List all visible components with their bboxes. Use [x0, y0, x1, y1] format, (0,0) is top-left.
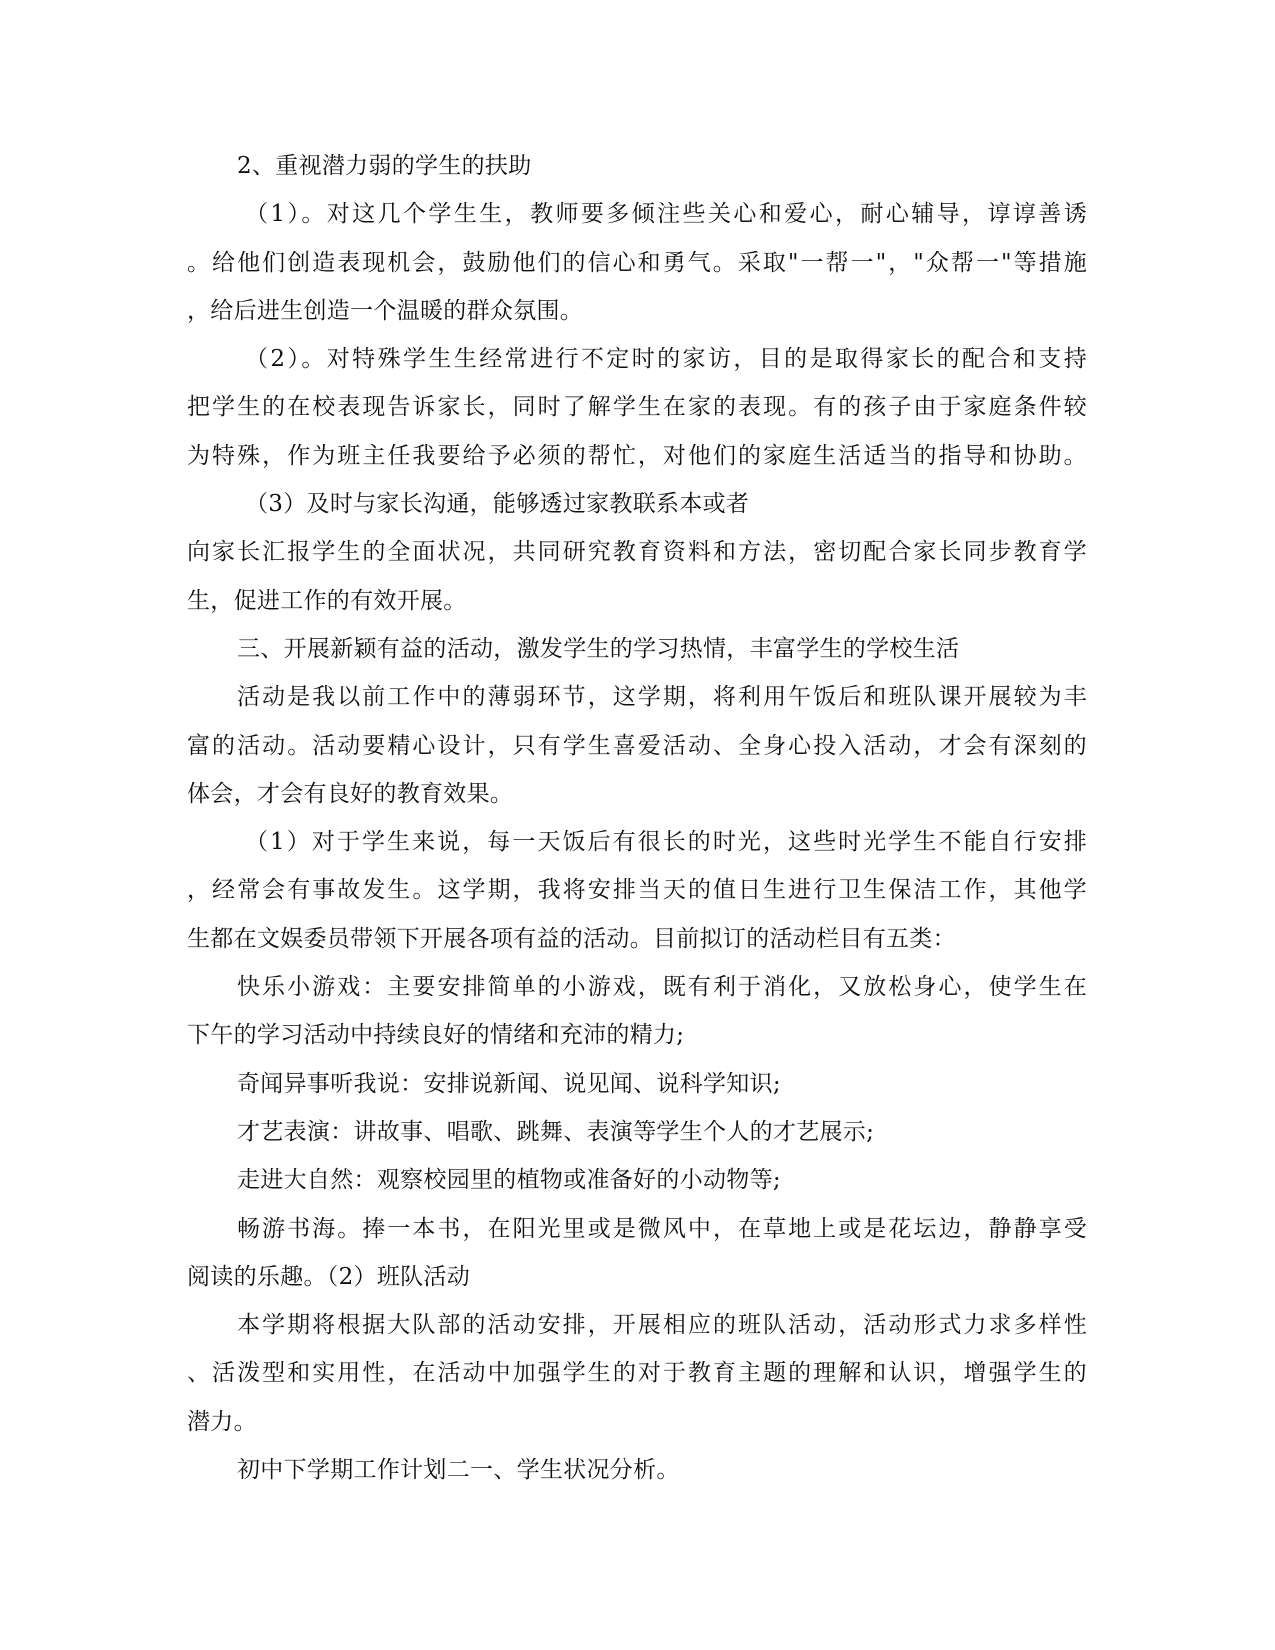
- paragraph-line: 走进大自然：观察校园里的植物或准备好的小动物等;: [237, 1167, 781, 1194]
- document-body: [187, 142, 1087, 1494]
- paragraph-line: 把学生的在校表现告诉家长，同时了解学生在家的表现。有的孩子由于家庭条件较: [187, 394, 1087, 421]
- section-heading: 2、重视潜力弱的学生的扶助: [237, 153, 532, 179]
- paragraph-line: 阅读的乐趣。（2）班队活动: [187, 1263, 471, 1290]
- paragraph-line: 奇闻异事听我说：安排说新闻、说见闻、说科学知识;: [237, 1070, 781, 1097]
- paragraph-line: 活动是我以前工作中的薄弱环节，这学期，将利用午饭后和班队课开展较为丰: [237, 684, 1087, 711]
- paragraph-line: 。给他们创造表现机会，鼓励他们的信心和勇气。采取"一帮一"，"众帮一"等措施: [187, 249, 1087, 276]
- paragraph-line: 下午的学习活动中持续良好的情绪和充沛的精力;: [187, 1022, 685, 1049]
- paragraph-line: （3）及时与家长沟通，能够透过家教联系本或者: [245, 491, 750, 518]
- paragraph-line: 畅游书海。捧一本书，在阳光里或是微风中，在草地上或是花坛边，静静享受: [237, 1215, 1087, 1242]
- paragraph-line: 潜力。: [187, 1408, 257, 1435]
- paragraph-line: ，给后进生创造一个温暖的群众氛围。: [187, 297, 584, 324]
- paragraph-line: 富的活动。活动要精心设计，只有学生喜爱活动、全身心投入活动，才会有深刻的: [187, 732, 1087, 759]
- paragraph-line: 体会，才会有良好的教育效果。: [187, 780, 514, 807]
- paragraph-line: 本学期将根据大队部的活动安排，开展相应的班队活动，活动形式力求多样性: [237, 1312, 1087, 1339]
- paragraph-line: （1）对于学生来说，每一天饭后有很长的时光，这些时光学生不能自行安排: [245, 829, 1087, 856]
- paragraph-line: 为特殊，作为班主任我要给予必须的帮忙，对他们的家庭生活适当的指导和协助。: [187, 442, 1087, 469]
- paragraph-line: 才艺表演：讲故事、唱歌、跳舞、表演等学生个人的才艺展示;: [237, 1118, 875, 1145]
- paragraph-line: 初中下学期工作计划二一、学生状况分析。: [237, 1457, 680, 1484]
- paragraph-line: 、活泼型和实用性，在活动中加强学生的对于教育主题的理解和认识，增强学生的: [187, 1360, 1087, 1387]
- paragraph-line: 快乐小游戏：主要安排简单的小游戏，既有利于消化，又放松身心，使学生在: [237, 974, 1087, 1001]
- paragraph-line: 生，促进工作的有效开展。: [187, 587, 467, 614]
- paragraph-line: ，经常会有事故发生。这学期，我将安排当天的值日生进行卫生保洁工作，其他学: [187, 877, 1087, 904]
- paragraph-line: （2）。对特殊学生生经常进行不定时的家访，目的是取得家长的配合和支持: [245, 346, 1087, 373]
- section-heading: 三、开展新颖有益的活动，激发学生的学习热情，丰富学生的学校生活: [237, 635, 960, 662]
- paragraph-line: 向家长汇报学生的全面状况，共同研究教育资料和方法，密切配合家长同步教育学: [187, 539, 1087, 566]
- paragraph-line: （1）。对这几个学生生，教师要多倾注些关心和爱心，耐心辅导，谆谆善诱: [245, 201, 1087, 228]
- paragraph-line: 生都在文娱委员带领下开展各项有益的活动。目前拟订的活动栏目有五类：: [187, 925, 956, 952]
